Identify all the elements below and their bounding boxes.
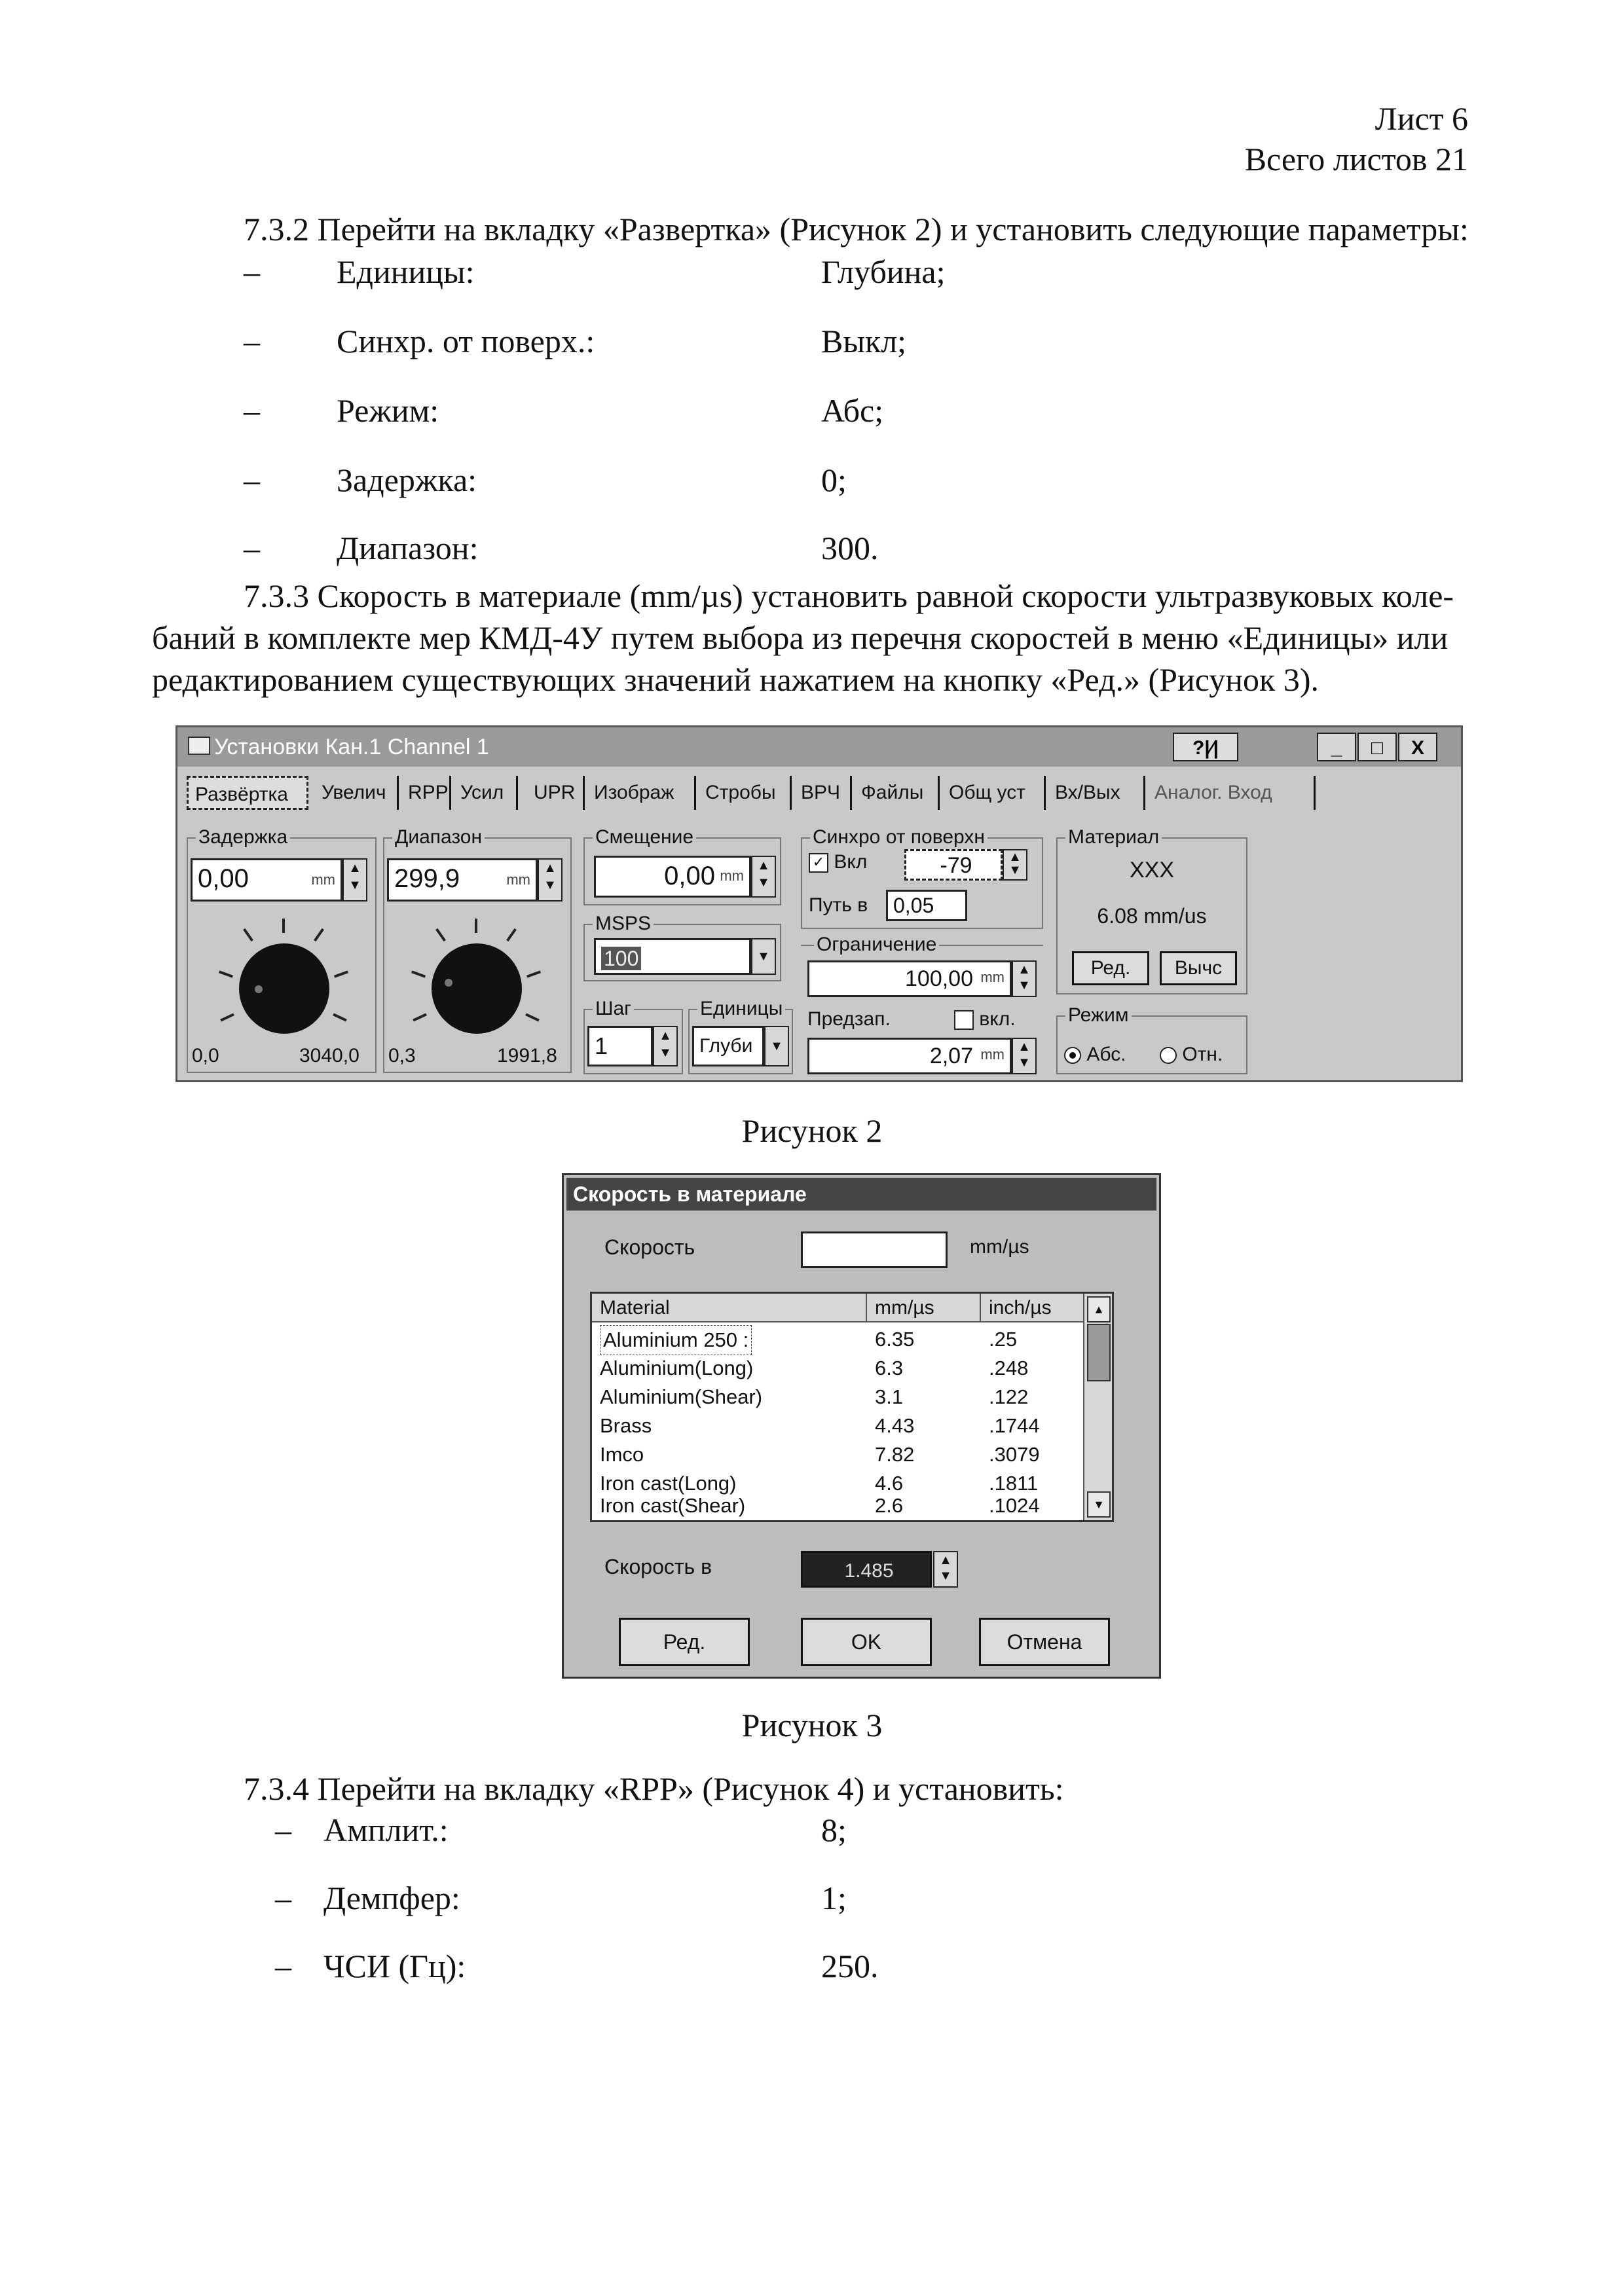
settings-window bbox=[175, 725, 1463, 1082]
offset-unit: mm bbox=[720, 867, 744, 884]
material-name: Aluminium(Shear) bbox=[600, 1385, 763, 1408]
material-inch-us: .1744 bbox=[989, 1414, 1040, 1437]
materials-table bbox=[590, 1292, 1114, 1522]
column-header-inch-us[interactable]: inch/µs bbox=[981, 1294, 1086, 1322]
section-7-3-4-intro: 7.3.4 Перейти на вкладку «RPP» (Рисунок 4) и установить: bbox=[244, 1770, 1064, 1807]
window-title-bar bbox=[177, 727, 1461, 767]
material-name: XXX bbox=[1129, 858, 1175, 883]
list-value: 0; bbox=[821, 462, 847, 498]
table-row[interactable] bbox=[592, 1325, 1083, 1354]
list-value: Выкл; bbox=[821, 323, 907, 359]
msps-select[interactable]: 100 bbox=[594, 938, 751, 975]
knob-tick bbox=[435, 928, 446, 941]
material-speed: 6.08 mm/us bbox=[1097, 904, 1207, 928]
path-label: Путь в bbox=[809, 894, 868, 916]
scroll-up-icon[interactable]: ▲ bbox=[1087, 1296, 1111, 1322]
header-total-sheets: Всего листов 21 bbox=[1244, 141, 1468, 177]
knob-tick bbox=[333, 1013, 347, 1022]
material-inch-us: .248 bbox=[989, 1357, 1029, 1379]
material-group bbox=[1056, 826, 1247, 994]
window-app-icon bbox=[188, 737, 210, 755]
step-label: Шаг bbox=[593, 997, 634, 1021]
delay-unit: mm bbox=[311, 871, 335, 888]
msps-dropdown-button[interactable]: ▼ bbox=[751, 938, 776, 975]
list-value: 8; bbox=[821, 1812, 847, 1848]
range-min: 0,3 bbox=[388, 1045, 416, 1066]
speed-label: Скорость bbox=[604, 1235, 695, 1259]
list-label: Синхр. от поверх.: bbox=[337, 323, 595, 359]
dialog-title: Скорость в материале bbox=[566, 1178, 1156, 1211]
range-spinner[interactable]: ▲ ▼ bbox=[538, 858, 563, 902]
sync-spinner[interactable]: ▲ ▼ bbox=[1003, 849, 1027, 881]
mode-group bbox=[1056, 1004, 1247, 1074]
knob-tick bbox=[475, 919, 477, 933]
mode-abs-radio[interactable]: Абс. bbox=[1064, 1043, 1126, 1066]
section-7-3-2-intro: 7.3.2 Перейти на вкладку «Развертка» (Рисунок 2) и установить следующие параметры: bbox=[244, 211, 1469, 247]
offset-label: Смещение bbox=[593, 826, 696, 849]
material-name: Imco bbox=[600, 1443, 644, 1466]
sync-label: Синхро от поверхн bbox=[810, 826, 987, 849]
delay-knob[interactable] bbox=[239, 943, 329, 1034]
material-inch-us: .122 bbox=[989, 1385, 1029, 1408]
table-scrollbar[interactable] bbox=[1083, 1294, 1112, 1520]
range-input[interactable]: 299,9 mm bbox=[387, 858, 538, 902]
list-label: Режим: bbox=[337, 392, 439, 429]
presel-unit: mm bbox=[980, 1046, 1005, 1063]
knob-tick bbox=[526, 970, 541, 977]
sync-value-input[interactable]: -79 bbox=[904, 849, 1003, 881]
ok-button[interactable]: OK bbox=[801, 1618, 932, 1666]
scroll-thumb[interactable] bbox=[1087, 1324, 1111, 1381]
section-7-3-3-line3: редактированием существующих значений нажатием на кнопку «Ред.» (Рисунок 3). bbox=[152, 661, 1319, 698]
radio-selected-icon bbox=[1064, 1047, 1081, 1064]
knob-tick bbox=[219, 970, 233, 977]
material-name: Aluminium 250 : bbox=[600, 1325, 752, 1355]
radio-icon bbox=[1160, 1047, 1177, 1064]
knob-tick bbox=[334, 970, 348, 977]
speed-in-label: Скорость в bbox=[604, 1555, 712, 1578]
knob-indicator bbox=[255, 985, 263, 993]
sync-on-checkbox[interactable]: ✓ Вкл bbox=[809, 850, 867, 874]
limit-spinner[interactable]: ▲ ▼ bbox=[1012, 960, 1037, 997]
speed-input[interactable] bbox=[801, 1231, 948, 1268]
knob-tick bbox=[411, 970, 426, 977]
material-edit-button[interactable]: Ред. bbox=[1072, 951, 1149, 985]
material-mm-us: 6.3 bbox=[875, 1357, 904, 1379]
material-mm-us: 4.6 bbox=[875, 1472, 904, 1495]
list-dash: – bbox=[244, 253, 260, 290]
material-mm-us: 3.1 bbox=[875, 1385, 904, 1408]
list-label: Амплит.: bbox=[323, 1812, 449, 1848]
material-mm-us: 4.43 bbox=[875, 1414, 915, 1437]
tab-vrch[interactable]: ВРЧ bbox=[794, 776, 852, 810]
window-title: Установки Кан.1 Channel 1 bbox=[214, 735, 489, 759]
material-calc-button[interactable]: Вычс bbox=[1160, 951, 1237, 985]
list-label: ЧСИ (Гц): bbox=[323, 1948, 466, 1984]
msps-group bbox=[583, 913, 781, 981]
delay-max: 3040,0 bbox=[299, 1045, 360, 1066]
material-inch-us: .1024 bbox=[989, 1494, 1040, 1517]
list-dash: – bbox=[275, 1812, 291, 1848]
list-dash: – bbox=[244, 462, 260, 498]
scroll-down-icon[interactable]: ▼ bbox=[1087, 1491, 1111, 1518]
knob-tick bbox=[314, 928, 324, 941]
delay-spinner[interactable]: ▲ ▼ bbox=[342, 858, 367, 902]
list-value: 250. bbox=[821, 1948, 879, 1984]
list-dash: – bbox=[244, 323, 260, 359]
edit-button[interactable]: Ред. bbox=[619, 1618, 750, 1666]
range-group bbox=[383, 826, 572, 1073]
range-knob[interactable] bbox=[432, 943, 522, 1034]
table-row[interactable] bbox=[592, 1440, 1083, 1469]
material-name: Iron cast(Shear) bbox=[600, 1494, 746, 1517]
material-inch-us: .1811 bbox=[989, 1472, 1039, 1495]
range-max: 1991,8 bbox=[497, 1045, 557, 1066]
figure-3-caption: Рисунок 3 bbox=[741, 1707, 883, 1743]
knob-tick bbox=[282, 919, 285, 933]
list-value: Абс; bbox=[821, 392, 884, 429]
presel-input[interactable]: 2,07 mm bbox=[807, 1038, 1012, 1074]
range-label: Диапазон bbox=[392, 826, 485, 849]
list-label: Диапазон: bbox=[337, 530, 479, 566]
material-label: Материал bbox=[1065, 826, 1162, 849]
maximize-button[interactable]: □ bbox=[1357, 733, 1397, 761]
material-speed-dialog bbox=[562, 1173, 1161, 1679]
range-unit: mm bbox=[506, 871, 530, 888]
help-icon[interactable]: ?|⁄| bbox=[1173, 733, 1238, 761]
units-group bbox=[688, 998, 793, 1074]
header-sheet-number: Лист 6 bbox=[1375, 100, 1468, 137]
list-dash: – bbox=[244, 530, 260, 566]
list-label: Демпфер: bbox=[323, 1880, 460, 1916]
offset-group bbox=[583, 826, 781, 905]
limit-unit: mm bbox=[980, 969, 1005, 985]
list-dash: – bbox=[275, 1880, 291, 1916]
tab-faily[interactable]: Файлы bbox=[855, 776, 940, 810]
delay-group bbox=[187, 826, 377, 1073]
knob-tick bbox=[506, 928, 517, 941]
material-inch-us: .25 bbox=[989, 1328, 1018, 1351]
delay-label: Задержка bbox=[196, 826, 290, 849]
knob-tick bbox=[243, 928, 253, 941]
cancel-button[interactable]: Отмена bbox=[979, 1618, 1110, 1666]
tab-razvertka[interactable]: Развёртка bbox=[187, 776, 308, 810]
tab-uvelich[interactable]: Увелич bbox=[315, 776, 399, 810]
mode-rel-radio[interactable]: Отн. bbox=[1160, 1043, 1223, 1066]
list-value: 1; bbox=[821, 1880, 847, 1916]
minimize-button[interactable]: _ bbox=[1317, 733, 1356, 761]
units-label: Единицы bbox=[697, 997, 785, 1021]
presel-label: Предзап. bbox=[807, 1008, 891, 1030]
material-mm-us: 6.35 bbox=[875, 1328, 915, 1351]
presel-checkbox[interactable]: вкл. bbox=[954, 1008, 1016, 1031]
tab-izobrazh[interactable]: Изображ bbox=[587, 776, 696, 810]
sync-group bbox=[801, 826, 1043, 929]
material-mm-us: 7.82 bbox=[875, 1443, 915, 1466]
list-label: Единицы: bbox=[337, 253, 475, 290]
knob-tick bbox=[413, 1013, 427, 1022]
units-select[interactable]: Глуби bbox=[692, 1026, 764, 1066]
list-value: 300. bbox=[821, 530, 879, 566]
tab-obshch-ust[interactable]: Общ уст bbox=[942, 776, 1046, 810]
offset-spinner[interactable]: ▲ ▼ bbox=[751, 856, 776, 898]
knob-tick bbox=[220, 1013, 234, 1022]
material-name: Iron cast(Long) bbox=[600, 1472, 737, 1495]
tab-stroby[interactable]: Стробы bbox=[699, 776, 792, 810]
material-mm-us: 2.6 bbox=[875, 1494, 904, 1517]
list-dash: – bbox=[244, 392, 260, 429]
check-icon: ✓ bbox=[809, 853, 828, 873]
list-label: Задержка: bbox=[337, 462, 477, 498]
figure-2-caption: Рисунок 2 bbox=[741, 1112, 883, 1149]
speed-unit: mm/µs bbox=[970, 1236, 1029, 1258]
material-name: Brass bbox=[600, 1414, 652, 1437]
delay-min: 0,0 bbox=[192, 1045, 219, 1066]
table-row[interactable] bbox=[592, 1412, 1083, 1440]
limit-group bbox=[801, 934, 1043, 1001]
tab-rpp[interactable]: RPP bbox=[401, 776, 451, 810]
table-row[interactable] bbox=[592, 1383, 1083, 1412]
close-button[interactable]: X bbox=[1398, 733, 1437, 761]
section-7-3-3-line1: 7.3.3 Скорость в материале (mm/µs) установить равной скорости ультразвуковых коле- bbox=[244, 577, 1454, 614]
step-spinner[interactable]: ▲ ▼ bbox=[653, 1026, 678, 1066]
speed-in-input[interactable]: 1.485 bbox=[801, 1551, 932, 1588]
tab-vh-vyh[interactable]: Вх/Вых bbox=[1048, 776, 1145, 810]
offset-input[interactable]: 0,00 mm bbox=[594, 856, 751, 898]
column-header-material[interactable]: Material bbox=[592, 1294, 867, 1322]
limit-label: Ограничение bbox=[814, 933, 939, 957]
tab-upr[interactable]: UPR bbox=[527, 776, 585, 810]
tab-analog-vhod[interactable]: Аналог. Вход bbox=[1148, 776, 1316, 810]
section-7-3-3-line2: баний в комплекте мер КМД-4У путем выбора из перечня скоростей в меню «Единицы» или bbox=[152, 619, 1449, 656]
mode-label: Режим bbox=[1065, 1004, 1132, 1027]
table-row[interactable] bbox=[592, 1491, 1083, 1520]
limit-input[interactable]: 100,00 mm bbox=[807, 960, 1012, 997]
speed-in-spinner[interactable]: ▲ ▼ bbox=[933, 1551, 958, 1588]
list-dash: – bbox=[275, 1948, 291, 1984]
table-row[interactable] bbox=[592, 1354, 1083, 1383]
material-name: Aluminium(Long) bbox=[600, 1357, 754, 1379]
list-value: Глубина; bbox=[821, 253, 946, 290]
units-dropdown-button[interactable]: ▼ bbox=[764, 1026, 789, 1066]
delay-input[interactable]: 0,00 mm bbox=[191, 858, 342, 902]
step-input[interactable]: 1 bbox=[587, 1026, 653, 1066]
tab-usil[interactable]: Усил bbox=[454, 776, 518, 810]
presel-spinner[interactable]: ▲ ▼ bbox=[1012, 1038, 1037, 1074]
checkbox-box bbox=[954, 1010, 974, 1030]
knob-indicator bbox=[445, 979, 452, 987]
step-group bbox=[583, 998, 683, 1074]
material-inch-us: .3079 bbox=[989, 1443, 1040, 1466]
path-input[interactable]: 0,05 bbox=[886, 890, 967, 921]
column-header-mm-us[interactable]: mm/µs bbox=[867, 1294, 981, 1322]
knob-tick bbox=[525, 1013, 540, 1022]
msps-label: MSPS bbox=[593, 912, 654, 936]
